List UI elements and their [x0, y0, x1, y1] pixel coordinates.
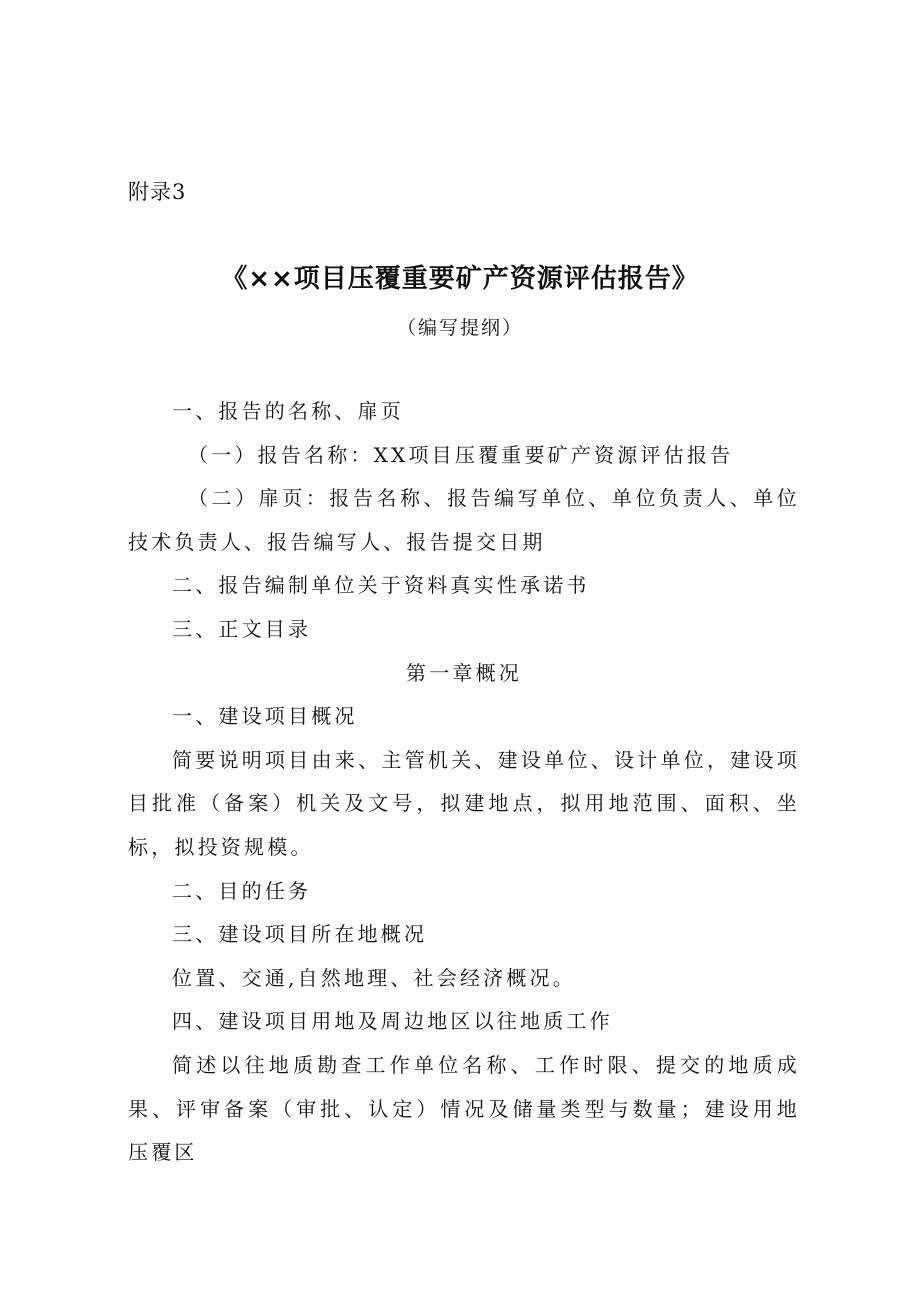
section-1-item-2: （二）扉页：报告名称、报告编写单位、单位负责人、单位技术负责人、报告编写人、报告提交日期	[128, 486, 800, 554]
document-title: 《××项目压覆重要矿产资源评估报告》	[221, 264, 699, 294]
chapter-1-section-2-heading: 二、目的任务	[172, 878, 312, 903]
chapter-1-section-1-heading: 一、建设项目概况	[172, 704, 358, 729]
document-subtitle: （编写提纲）	[396, 317, 523, 339]
appendix-label: 附录3	[128, 180, 187, 204]
section-2-heading: 二、报告编制单位关于资料真实性承诺书	[172, 573, 590, 598]
chapter-1-section-4-body: 简述以往地质勘查工作单位名称、工作时限、提交的地质成果、评审备案（审批、认定）情况及储量类型与数量；建设用地压覆区	[128, 1052, 800, 1165]
section-3-heading: 三、正文目录	[172, 616, 312, 641]
section-1-item-1: （一）报告名称：XX项目压覆重要矿产资源评估报告	[188, 442, 734, 467]
chapter-1-section-4-heading: 四、建设项目用地及周边地区以往地质工作	[172, 1009, 613, 1034]
section-1-heading: 一、报告的名称、扉页	[172, 399, 404, 423]
chapter-1-section-3-heading: 三、建设项目所在地概况	[172, 922, 428, 947]
chapter-1-section-1-body: 简要说明项目由来、主管机关、建设单位、设计单位，建设项目批准（备案）机关及文号，拟建地点，拟用地范围、面积、坐标，拟投资规模。	[128, 747, 800, 859]
chapter-1-section-3-body: 位置、交通,自然地理、社会经济概况。	[172, 965, 576, 990]
document-body	[128, 390, 800, 1175]
chapter-1-title: 第一章概况	[406, 660, 522, 685]
